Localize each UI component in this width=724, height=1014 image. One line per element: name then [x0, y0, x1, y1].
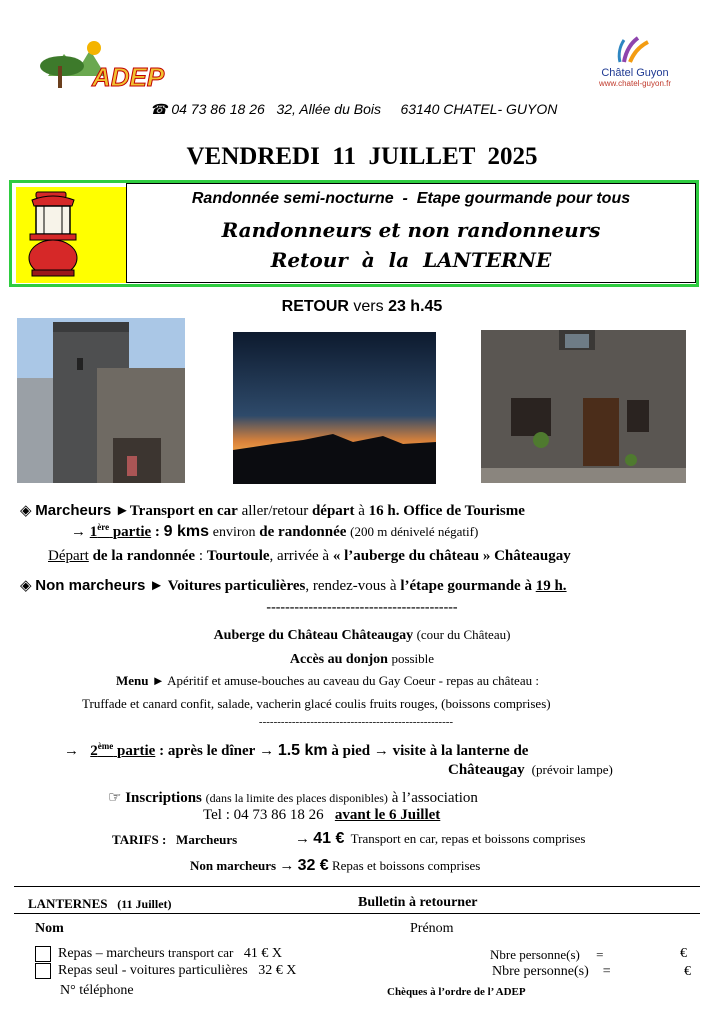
donjon-b: possible	[391, 651, 435, 666]
part2-d: à pied	[331, 743, 371, 759]
depart-colon: :	[198, 548, 203, 564]
marcheurs-transport-c: départ	[311, 503, 355, 519]
part1-de: de randonnée	[259, 524, 347, 540]
menu-line-2: Truffade et canard confit, salade, vacherin glacé coulis fruits rouges, (boissons comprises)	[82, 696, 551, 711]
inscriptions-title: Inscriptions	[125, 790, 202, 806]
adep-logo	[34, 36, 165, 96]
depart-rest: de la randonnée	[92, 548, 196, 564]
part2-c: : après le dîner	[159, 743, 256, 759]
banner-line-2: Randonneurs et non randonneurs	[221, 218, 601, 242]
marcheurs-transport-e: 16 h. Office de Tourisme	[368, 503, 525, 519]
part2-sup: ème	[97, 741, 114, 751]
contact-address: 32, Allée du Bois	[276, 101, 381, 117]
arrow-right-icon: ►	[149, 578, 164, 594]
menu-line-1	[116, 673, 539, 689]
part2-line-2	[448, 762, 613, 779]
non-marcheurs-text-b: , rendez-vous à	[305, 578, 397, 594]
option-2-eq: =	[602, 964, 611, 979]
chatel-guyon-logo	[580, 36, 690, 88]
event-banner	[9, 180, 699, 287]
option-2-price: 32 € X	[258, 963, 297, 979]
marcheurs-title: Marcheurs	[35, 502, 112, 519]
part1-distance: 9 kms	[163, 523, 210, 540]
depart-word: Départ	[48, 548, 89, 564]
pointing-hand-icon: ☞	[108, 790, 122, 806]
option-1-euro: €	[680, 946, 687, 961]
part1-line: → 1ère partie : 9 kms environ de randonnée (200 m dénivelé négatif)	[71, 522, 479, 540]
inscriptions-tel: Tel : 04 73 86 18 26	[203, 807, 324, 823]
auberge-note: (cour du Château)	[416, 627, 511, 642]
photo-auberge	[481, 330, 686, 483]
form-mid-rule	[14, 913, 700, 914]
inscriptions-line	[108, 788, 478, 807]
diamond-bullet-icon: ◈	[20, 503, 32, 519]
photo-tower	[17, 318, 185, 483]
part2-f: Châteaugay	[448, 762, 525, 778]
inscriptions-note: (dans la limite des places disponibles)	[205, 791, 388, 805]
tarif-marcheurs-price: 41 €	[313, 830, 345, 847]
part2-line	[64, 741, 528, 760]
form-option-1-count	[490, 947, 603, 963]
return-hour: 23 h.45	[388, 298, 443, 315]
auberge-title: Auberge du Château Châteaugay	[213, 628, 414, 643]
form-title-line	[28, 896, 172, 912]
inscriptions-tail: à l’association	[391, 790, 478, 806]
phone-icon: ☎	[150, 101, 168, 117]
form-return-label: Bulletin à retourner	[358, 895, 478, 910]
arrow-right-icon: ►	[114, 503, 130, 519]
form-option-1	[35, 945, 282, 962]
depart-line	[48, 548, 571, 565]
arrow-icon: →	[71, 524, 86, 540]
menu-label: Menu	[116, 673, 149, 688]
option-2-nbre: Nbre personne(s)	[492, 964, 589, 979]
banner-line-3: Retour à la LANTERNE	[270, 248, 552, 272]
contact-city: 63140 CHATEL- GUYON	[400, 101, 558, 117]
city-logo-url: www.chatel-guyon.fr	[598, 79, 672, 88]
form-title: LANTERNES	[28, 896, 108, 911]
donjon-a: Accès au donjon	[289, 652, 388, 667]
donjon-line	[0, 651, 724, 668]
marcheurs-line	[20, 501, 525, 520]
inscriptions-deadline: avant le 6 Juillet	[334, 807, 441, 823]
marcheurs-transport-a: Transport en car	[129, 503, 238, 519]
option-2-euro: €	[684, 964, 691, 979]
part2-a: 2	[90, 743, 98, 759]
option-1-label: Repas – marcheurs	[58, 946, 165, 961]
form-nom-label: Nom	[35, 921, 64, 936]
tarif-non-marcheurs-desc: Repas et boissons comprises	[331, 858, 481, 873]
arrow-icon: →	[295, 831, 310, 847]
tarif-row-marcheurs	[112, 832, 237, 848]
banner-line-1: Randonnée semi-nocturne - Etape gourmande pour tous	[191, 190, 631, 207]
depart-arrival: , arrivée à	[269, 548, 330, 564]
inscriptions-tel-line	[203, 807, 440, 824]
tarif-row-marcheurs-price	[295, 830, 585, 848]
tarif-marcheurs-desc: Transport en car, repas et boissons comprises	[350, 831, 586, 846]
tarifs-label: TARIFS :	[112, 832, 167, 847]
non-marcheurs-line	[20, 576, 567, 595]
svg-text:ADEP: ADEP	[92, 62, 165, 92]
contact-phone: 04 73 86 18 26	[171, 101, 265, 117]
option-1-price: 41 € X	[243, 946, 282, 961]
non-marcheurs-title: Non marcheurs	[35, 577, 146, 594]
option-2-checkbox[interactable]	[35, 963, 51, 979]
non-marcheurs-text-c: l’étape gourmande à	[400, 578, 532, 594]
non-marcheurs-time: 19 h.	[535, 578, 567, 594]
marcheurs-transport-b: aller/retour	[241, 503, 309, 519]
arrow-icon: →	[279, 858, 295, 874]
contact-line	[150, 101, 557, 118]
part1-label-b: partie	[112, 524, 152, 540]
tarif-marcheurs-who: Marcheurs	[176, 832, 238, 847]
arrow-right-icon: ►	[151, 673, 165, 688]
option-1-small: transport car	[168, 945, 234, 960]
lantern-panel	[16, 187, 126, 283]
form-top-rule	[14, 886, 700, 887]
auberge-line	[0, 627, 724, 644]
tarif-non-marcheurs-price: 32 €	[297, 857, 329, 874]
tarif-row-non-marcheurs	[190, 857, 480, 875]
arrow-icon: →	[259, 743, 275, 759]
depart-place: Tourtoule	[206, 548, 270, 564]
form-option-2	[35, 963, 296, 979]
part1-label-a: 1	[89, 524, 98, 540]
form-prenom-label: Prénom	[410, 921, 454, 936]
depart-destination: « l’auberge du château » Châteaugay	[332, 548, 571, 564]
part1-env: environ	[212, 525, 256, 540]
option-1-checkbox[interactable]	[35, 946, 51, 962]
arrow-icon: →	[64, 743, 79, 759]
menu-text-1: Apéritif et amuse-bouches au caveau du Gay Coeur - repas au château :	[167, 673, 539, 688]
event-date: VENDREDI 11 JUILLET 2025	[186, 143, 538, 170]
part1-label-sup: ère	[97, 522, 110, 532]
form-cheques: Chèques à l’ordre de l’ ADEP	[387, 986, 526, 998]
arrow-icon: →	[373, 743, 389, 759]
return-word: vers	[353, 298, 384, 315]
part2-b: partie	[117, 743, 156, 759]
separator-1: -----------------------------------------	[266, 600, 458, 615]
tarif-non-marcheurs-who: Non marcheurs	[190, 858, 277, 873]
form-title-date: (11 Juillet)	[117, 897, 172, 911]
part1-elev: (200 m dénivelé négatif)	[350, 524, 479, 539]
lantern-icon	[22, 190, 84, 280]
part2-distance: 1.5 km	[277, 742, 328, 759]
marcheurs-transport-d: à	[358, 503, 365, 519]
part2-e: visite à la lanterne de	[392, 743, 529, 759]
diamond-bullet-icon: ◈	[20, 578, 32, 594]
form-option-2-count	[492, 964, 611, 980]
option-1-eq: =	[596, 947, 604, 962]
form-phone-label: N° téléphone	[60, 983, 134, 998]
part2-g: (prévoir lampe)	[531, 762, 613, 777]
city-logo-name: Châtel Guyon	[601, 67, 669, 79]
banner-text-box	[126, 183, 696, 283]
option-2-label: Repas seul - voitures particulières	[58, 963, 248, 979]
option-1-nbre: Nbre personne(s)	[490, 947, 580, 962]
non-marcheurs-text-a: Voitures particulières	[167, 578, 306, 594]
photo-sunset	[233, 332, 436, 484]
return-time	[0, 298, 724, 316]
return-label: RETOUR	[281, 298, 349, 315]
separator-2: -----------------------------------------------------	[258, 716, 454, 728]
